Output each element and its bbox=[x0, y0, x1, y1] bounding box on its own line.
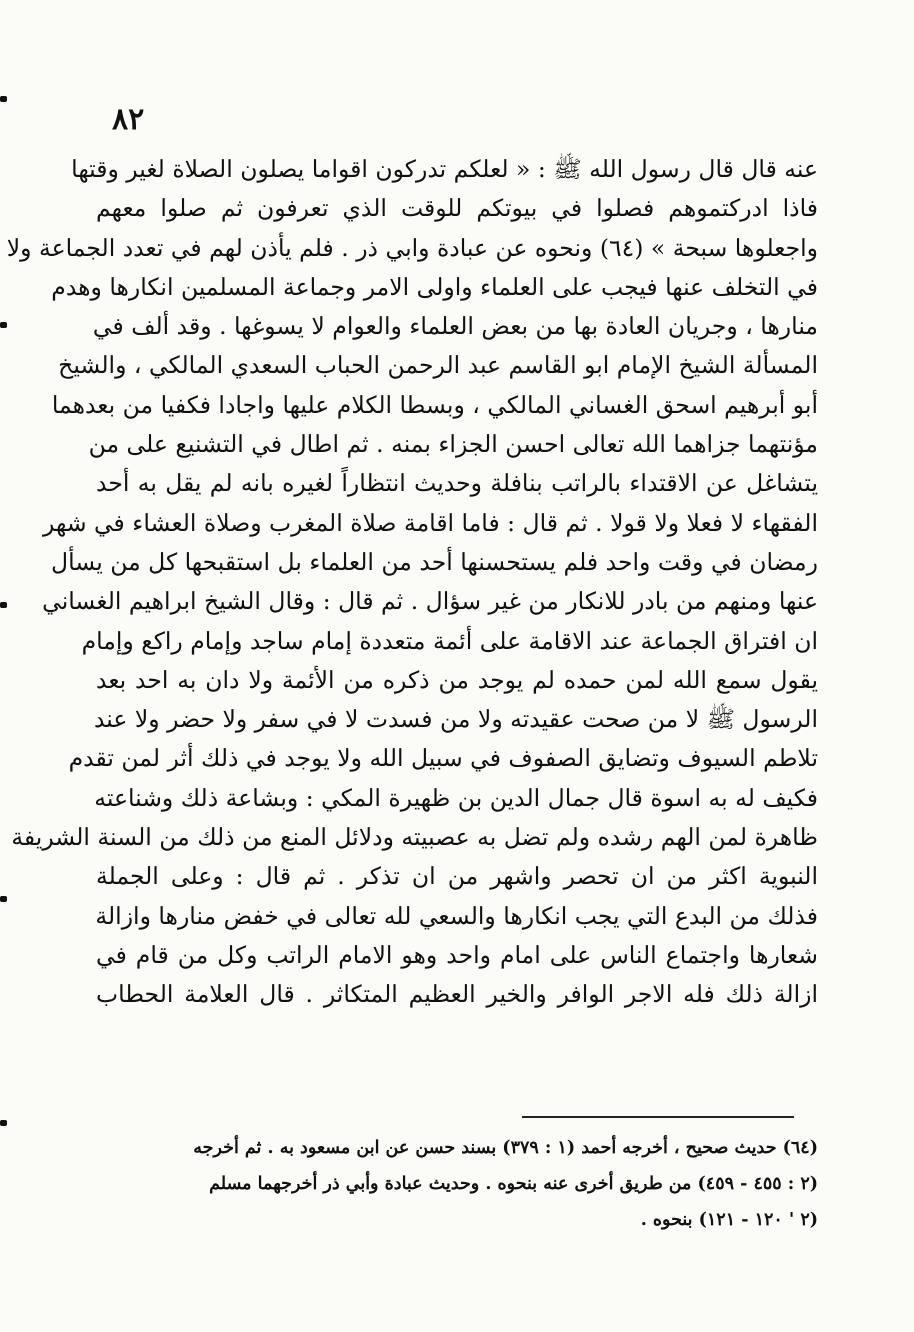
footnote-separator bbox=[522, 1116, 794, 1118]
body-line: النبوية اكثر من ان تحصر واشهر من ان تذكر . ثم قال : وعلى الجملة bbox=[96, 862, 818, 891]
body-line: ازالة ذلك فله الاجر الوافر والخير العظيم المتكاثر . قال العلامة الحطاب bbox=[96, 980, 818, 1009]
body-line: المسألة الشيخ الإمام ابو القاسم عبد الرحمن الحباب السعدي المالكي ، والشيخ bbox=[58, 351, 818, 380]
body-line: منارها ، وجريان العادة بها من بعض العلماء والعوام لا يسوغها . وقد ألف في bbox=[92, 312, 818, 341]
body-line: أبو أبرهيم اسحق الغساني المالكي ، وبسطا الكلام عليها واجادا فكفيا من بعدهما bbox=[51, 390, 818, 419]
body-line: شعارها واجتماع الناس على امام واحد وهو الامام الراتب وكل من قام في bbox=[96, 940, 818, 969]
body-line: تلاطم السيوف وتضايق الصفوف في سبيل الله ولا يوجد في ذلك أثر لمن تقدم bbox=[68, 744, 818, 773]
body-text bbox=[6, 150, 818, 1015]
margin-mark bbox=[0, 322, 7, 328]
margin-mark bbox=[0, 896, 7, 902]
body-line: الرسول ﷺ لا من صحت عقيدته ولا من فسدت لا في سفر ولا حضر ولا عند bbox=[93, 705, 818, 734]
body-line: عنها ومنهم من بادر للانكار من غير سؤال . ثم قال : وقال الشيخ ابراهيم الغساني bbox=[42, 587, 818, 616]
page-number: ٨٢ bbox=[112, 102, 145, 137]
margin-mark bbox=[0, 96, 7, 102]
body-line: فكيف له به اسوة قال جمال الدين بن ظهيرة المكي : وبشاعة ذلك وشناعته bbox=[94, 783, 818, 812]
body-line: عنه قال قال رسول الله ﷺ : « لعلكم تدركون اقواما يصلون الصلاة لغير وقتها bbox=[71, 155, 818, 183]
body-line: فذلك من البدع التي يجب انكارها والسعي لله تعالى في خفض منارها وازالة bbox=[95, 901, 818, 930]
body-line: يقول سمع الله لمن حمده لم يوجد من ذكره من الأئمة ولا دان به احد بعد bbox=[96, 665, 818, 694]
body-line: في التخلف عنها فيجب على العلماء واولى الامر وجماعة المسلمين انكارها وهدم bbox=[51, 272, 818, 301]
body-line: يتشاغل عن الاقتداء بالراتب بنافلة وحديث انتظاراً لغيره بانه لم يقل به أحد bbox=[96, 469, 818, 498]
footnotes bbox=[96, 1130, 818, 1238]
footnote-line: (٢ : ٤٥٥ - ٤٥٩) من طريق أخرى عنه بنحوه . وحديث عبادة وأبي ذر أخرجهما مسلم bbox=[209, 1174, 818, 1194]
body-line: واجعلوها سبحة » (٦٤) ونحوه عن عبادة وابي ذر . فلم يأذن لهم في تعدد الجماعة ولا bbox=[6, 233, 818, 262]
body-line: الفقهاء لا فعلا ولا قولا . ثم قال : فاما اقامة صلاة المغرب وصلاة العشاء في شهر bbox=[43, 508, 818, 537]
margin-mark bbox=[0, 1120, 7, 1126]
body-line: ان افتراق الجماعة عند الاقامة على أئمة متعددة إمام ساجد وإمام راكع وإمام bbox=[81, 626, 818, 655]
footnote-line: (٦٤) حديث صحيح ، أخرجه أحمد (١ : ٣٧٩) بسند حسن عن ابن مسعود به . ثم أخرجه bbox=[193, 1138, 818, 1158]
body-line: رمضان في وقت واحد فلم يستحسنها أحد من العلماء بل استقبحها كل من يسأل bbox=[51, 547, 818, 576]
body-line: فاذا ادركتموهم فصلوا في بيوتكم للوقت الذي تعرفون ثم صلوا معهم bbox=[96, 194, 818, 223]
body-line: مؤنتهما جزاهما الله تعالى احسن الجزاء بمنه . ثم اطال في التشنيع على من bbox=[88, 430, 818, 459]
body-line: ظاهرة لمن الهم رشده ولم تضل به عصبيته ودلائل المنع من ذلك من السنة الشريفة bbox=[11, 823, 818, 852]
footnote-line: (٢ ' ١٢٠ - ١٢١) بنحوه . bbox=[640, 1210, 818, 1230]
margin-mark bbox=[0, 602, 7, 608]
